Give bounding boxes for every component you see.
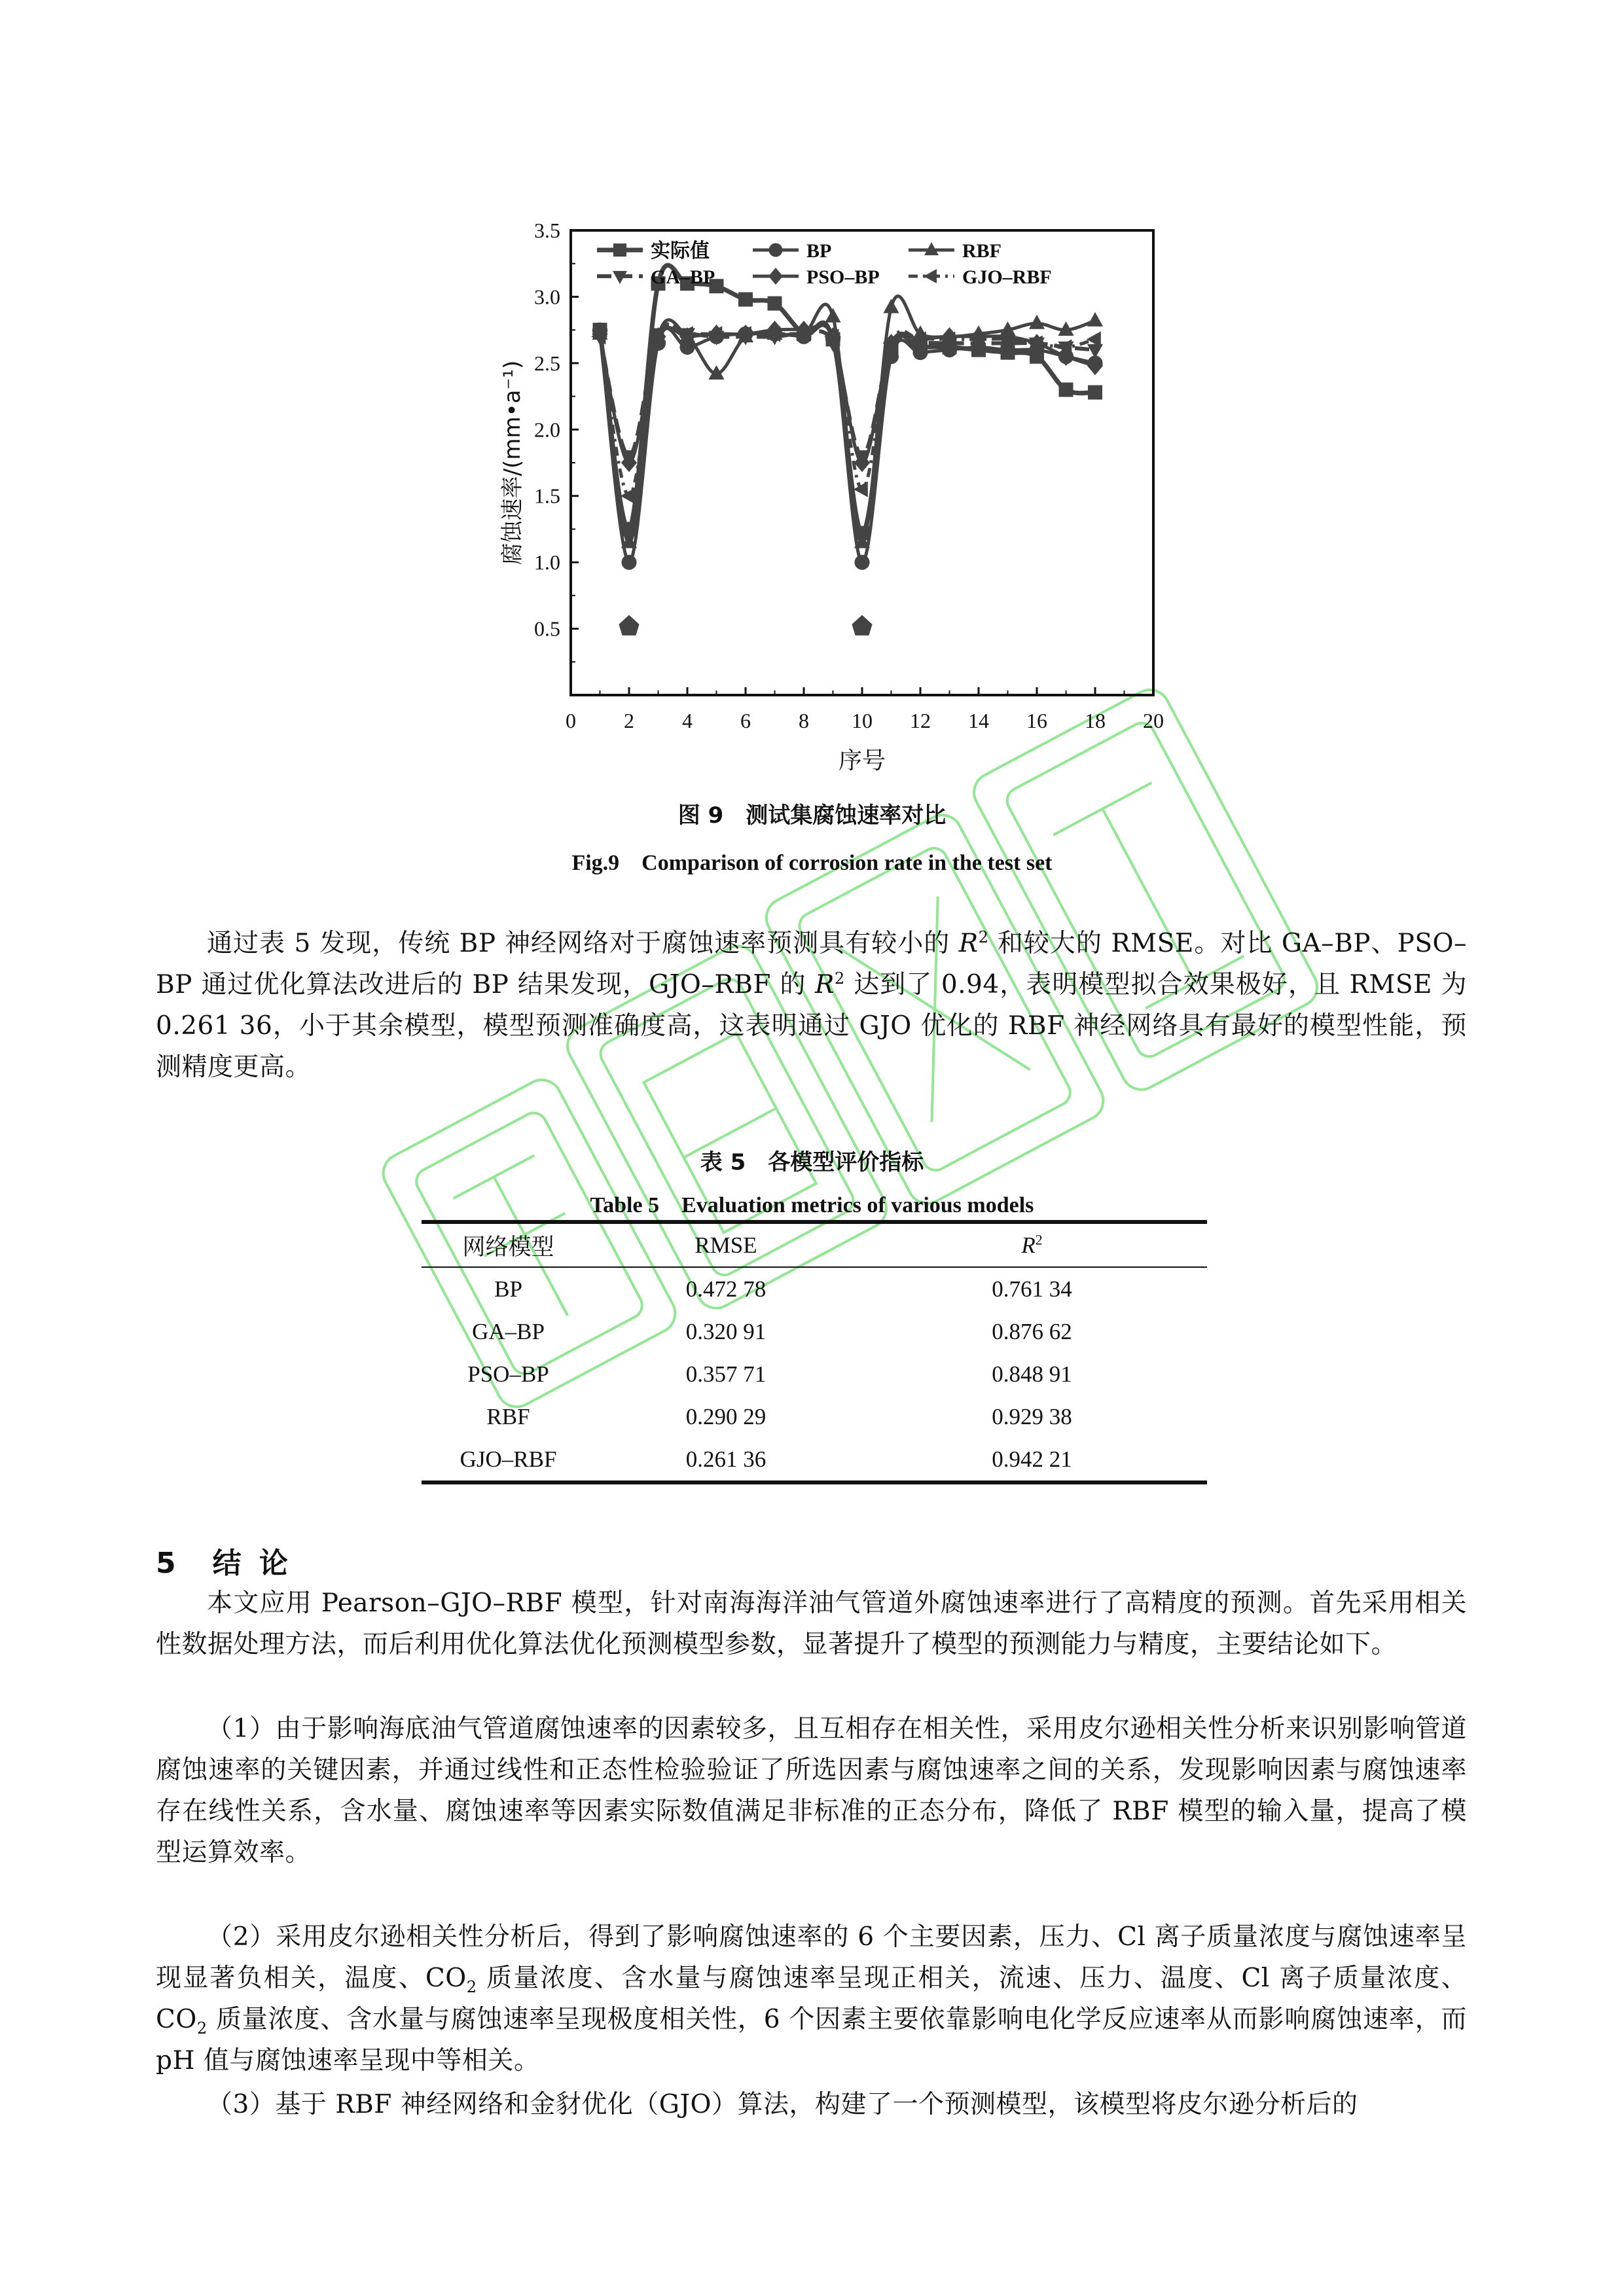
legend-entry [909,266,1052,288]
x-tick-label: 12 [910,709,931,732]
legend-label: GJO–RBF [962,266,1052,288]
table-row [422,1267,1207,1310]
table-row [422,1353,1207,1395]
cell-rmse: 0.320 91 [685,1318,767,1344]
cell-r2: 0.876 62 [992,1318,1072,1344]
figure-9 [484,209,1191,798]
data-point [1059,382,1074,397]
conclusion-item-2 [156,1916,1467,2081]
cell-model: GJO–RBF [460,1446,557,1472]
y-tick-label: 2.5 [534,351,560,375]
x-tick-label: 2 [624,709,634,732]
conclusion-intro: 本文应用 Pearson–GJO–RBF 模型，针对南海海洋油气管道外腐蚀速率进行了高精度的预测。首先采用相关性数据处理方法，而后利用优化算法优化预测模型参数，显著提升了模型的预测能力与精度，主要结论如下。 [156,1588,1467,1659]
x-tick-label: 18 [1085,709,1106,732]
header-rmse: RMSE [695,1232,757,1258]
y-tick-label: 1.0 [534,550,560,575]
x-tick-label: 14 [968,709,989,732]
x-tick-label: 8 [799,709,809,732]
co2-subscript: 2 [466,1977,477,1996]
y-tick-label: 3.0 [534,285,560,309]
legend-marker [769,243,783,257]
cell-rmse: 0.357 71 [685,1361,767,1387]
y-tick-label: 0.5 [534,617,560,641]
conclusion-item-1: （1）由于影响海底油气管道腐蚀速率的因素较多，且互相存在相关性，采用皮尔逊相关性分析来识别影响管道腐蚀速率的关键因素，并通过线性和正态性检验验证了所选因素与腐蚀速率之间的关系，发现影响因素与腐蚀速率存在线性关系，含水量、腐蚀速率等因素实际数值满足非标准的正态分布，降低了 RBF 模型的输入量，提高了模型运算效率。 [156,1714,1467,1867]
cell-r2: 0.761 34 [992,1276,1072,1302]
cell-r2: 0.848 91 [992,1361,1072,1387]
item2-text-c: 质量浓度、含水量与腐蚀速率呈现极度相关性，6 个因素主要依靠影响电化学反应速率从而影响腐蚀速率，而 pH 值与腐蚀速率呈现中等相关。 [156,2005,1467,2075]
table-caption-zh: 表 5 各模型评价指标 [700,1149,924,1175]
y-axis-label: 腐蚀速率/(mm•a⁻¹) [499,360,526,565]
item2-text-a: （2）采用皮尔逊相关性分析后，得到了影响腐蚀速率的 6 个主要因素，压力、Cl 离子质量浓度与腐蚀速率呈现显著负相关，温度、CO [156,1922,1467,1993]
outlier-point [619,615,639,636]
data-point [768,296,782,311]
legend-label: 实际值 [651,240,710,262]
legend-label: BP [806,240,832,262]
item2-text-b: 质量浓度、含水量与腐蚀速率呈现正相关，流速、压力、温度、Cl 离子质量浓度、CO [156,1964,1467,2034]
cell-rmse: 0.290 29 [685,1403,767,1429]
legend-label: RBF [962,240,1001,262]
header-r2 [857,1222,1207,1267]
cell-r2: 0.929 38 [992,1403,1072,1429]
table-row [422,1395,1207,1438]
legend-entry [753,266,880,288]
r-symbol: R [814,970,835,999]
table-caption-en: Table 5 Evaluation metrics of various models [590,1193,1034,1217]
r-superscript: 2 [1035,1231,1043,1247]
legend-label: PSO–BP [806,266,880,288]
cell-model: BP [494,1276,522,1302]
cell-rmse: 0.472 78 [685,1276,767,1302]
data-point [621,555,636,570]
x-tick-label: 16 [1026,709,1047,732]
co2-subscript: 2 [196,2018,208,2037]
x-tick-label: 6 [740,709,751,732]
cell-model: RBF [486,1403,530,1429]
r-symbol: R [1021,1232,1036,1258]
conclusion-item-3: （3）基于 RBF 神经网络和金豺优化（GJO）算法，构建了一个预测模型，该模型将皮尔逊分析后的 [207,2090,1358,2119]
data-point [883,298,899,313]
metrics-table [422,1220,1207,1484]
cell-model: GA–BP [472,1318,545,1344]
cell-rmse: 0.261 36 [685,1446,767,1472]
data-point [738,292,753,306]
outlier-point [852,615,872,636]
x-tick-label: 0 [566,709,576,732]
results-paragraph [156,923,1467,1088]
y-tick-label: 3.5 [534,219,560,242]
data-point [1029,315,1045,329]
x-tick-label: 4 [682,709,693,732]
cell-r2: 0.942 21 [992,1446,1072,1472]
y-tick-label: 2.0 [534,418,560,442]
header-model: 网络模型 [462,1234,554,1261]
x-axis-label: 序号 [838,747,886,774]
r-symbol: R [958,929,979,958]
legend-entry [597,266,715,288]
x-tick-label: 20 [1143,709,1164,732]
legend-marker [768,268,783,285]
legend-entry [753,240,831,262]
r-superscript: 2 [834,969,845,988]
data-point [854,481,868,497]
figure-caption-zh: 图 9 测试集腐蚀速率对比 [677,802,947,829]
section-heading: 5 结 论 [156,1547,292,1580]
x-tick-label: 10 [852,709,873,732]
figure-caption-en: Fig.9 Comparison of corrosion rate in the test set [571,851,1053,875]
table-row [422,1310,1207,1353]
para-text-b: 和较大的 RMSE。对比 GA–BP、PSO–BP 通过优化算法改进后的 BP 结果发现，GJO–RBF 的 [156,929,1468,999]
table-row [422,1438,1207,1482]
legend-marker [613,243,626,257]
data-point [1087,312,1103,327]
legend-entry [909,240,1001,262]
para-text-c: 达到了 0.94，表明模型拟合效果极好，且 RMSE 为 0.261 36，小于其余模型，模型预测准确度高，这表明通过 GJO 优化的 RBF 神经网络具有最好的模型性能，预测精度更高。 [156,970,1467,1082]
data-point [854,555,869,570]
legend-label: GA–BP [651,266,715,288]
legend-marker [924,269,937,283]
r-superscript: 2 [978,928,989,946]
data-point [825,308,840,323]
corrosion-rate-chart [484,209,1191,798]
table-header-row [422,1222,1207,1267]
legend-entry [597,240,710,262]
cell-model: PSO–BP [467,1361,549,1387]
para-text-a: 通过表 5 发现，传统 BP 神经网络对于腐蚀速率预测具有较小的 [207,929,959,958]
y-tick-label: 1.5 [534,484,560,508]
data-point [1088,385,1102,399]
